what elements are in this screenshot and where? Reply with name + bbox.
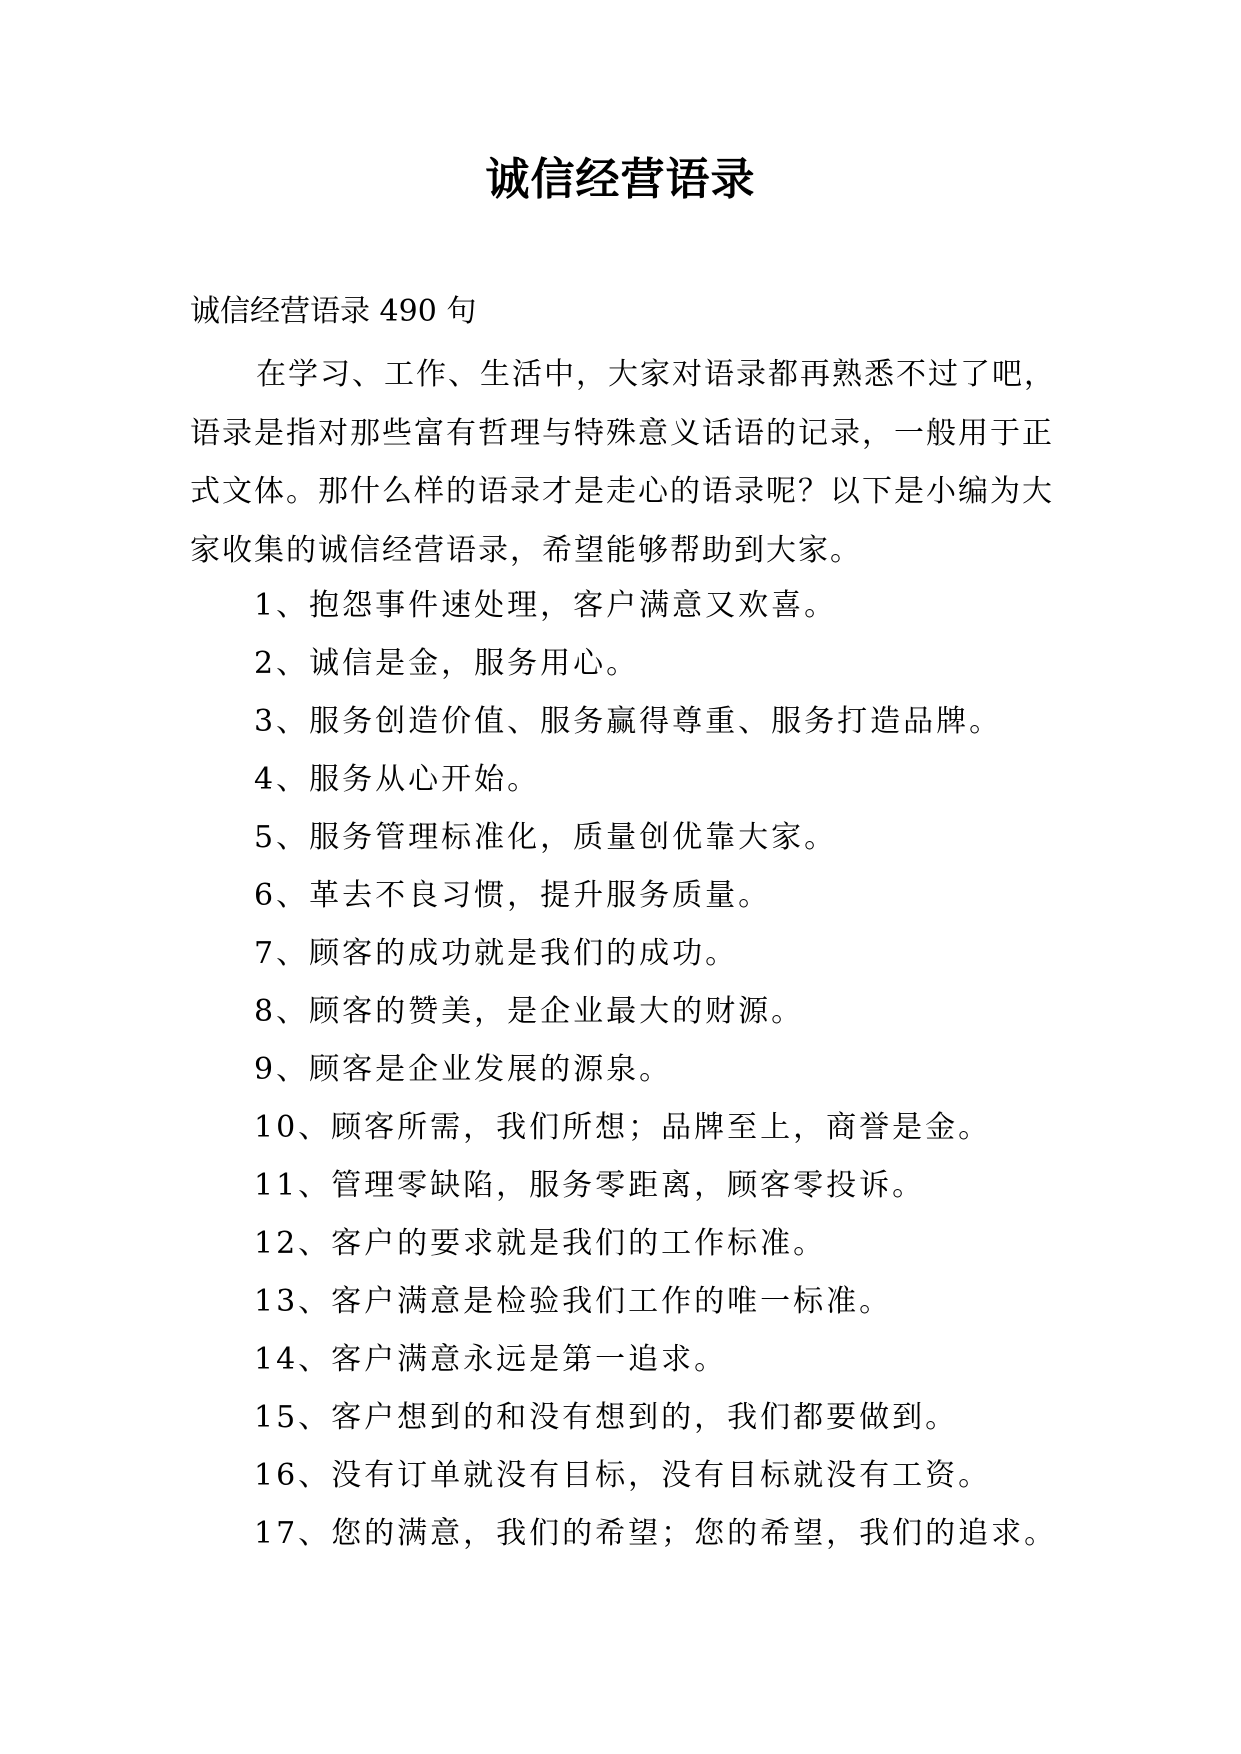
quote-item: 12、客户的要求就是我们的工作标准。 <box>254 1226 827 1261</box>
document-title: 诚信经营语录 <box>485 154 756 205</box>
quote-item: 4、服务从心开始。 <box>254 762 541 797</box>
quote-item: 10、顾客所需，我们所想；品牌至上，商誉是金。 <box>254 1110 992 1145</box>
quote-item: 13、客户满意是检验我们工作的唯一标准。 <box>254 1284 893 1319</box>
quote-item: 11、管理零缺陷，服务零距离，顾客零投诉。 <box>254 1168 926 1203</box>
document-subtitle: 诚信经营语录 490 句 <box>190 294 477 329</box>
intro-paragraph: 在学习、工作、生活中，大家对语录都再熟悉不过了吧，语录是指对那些富有哲理与特殊意义话语的记录，一般用于正式文体。那什么样的语录才是走心的语录呢？以下是小编为大家收集的诚信经营语录，希望能够帮助到大家。 <box>190 357 1056 568</box>
quote-item: 8、顾客的赞美，是企业最大的财源。 <box>254 994 805 1029</box>
quote-list <box>254 586 1057 1572</box>
quote-item: 3、服务创造价值、服务赢得尊重、服务打造品牌。 <box>254 704 1003 739</box>
quote-item: 16、没有订单就没有目标，没有目标就没有工资。 <box>254 1458 992 1493</box>
quote-item: 1、抱怨事件速处理，客户满意又欢喜。 <box>254 588 838 623</box>
quote-item: 5、服务管理标准化，质量创优靠大家。 <box>254 820 838 855</box>
quote-item: 15、客户想到的和没有想到的，我们都要做到。 <box>254 1400 959 1435</box>
quote-item: 7、顾客的成功就是我们的成功。 <box>254 936 739 971</box>
quote-item: 9、顾客是企业发展的源泉。 <box>254 1052 673 1087</box>
quote-item: 14、客户满意永远是第一追求。 <box>254 1342 728 1377</box>
quote-item: 2、诚信是金，服务用心。 <box>254 646 640 681</box>
quote-item: 6、革去不良习惯，提升服务质量。 <box>254 878 772 913</box>
quote-item: 17、您的满意，我们的希望；您的希望，我们的追求。 <box>254 1516 1058 1551</box>
